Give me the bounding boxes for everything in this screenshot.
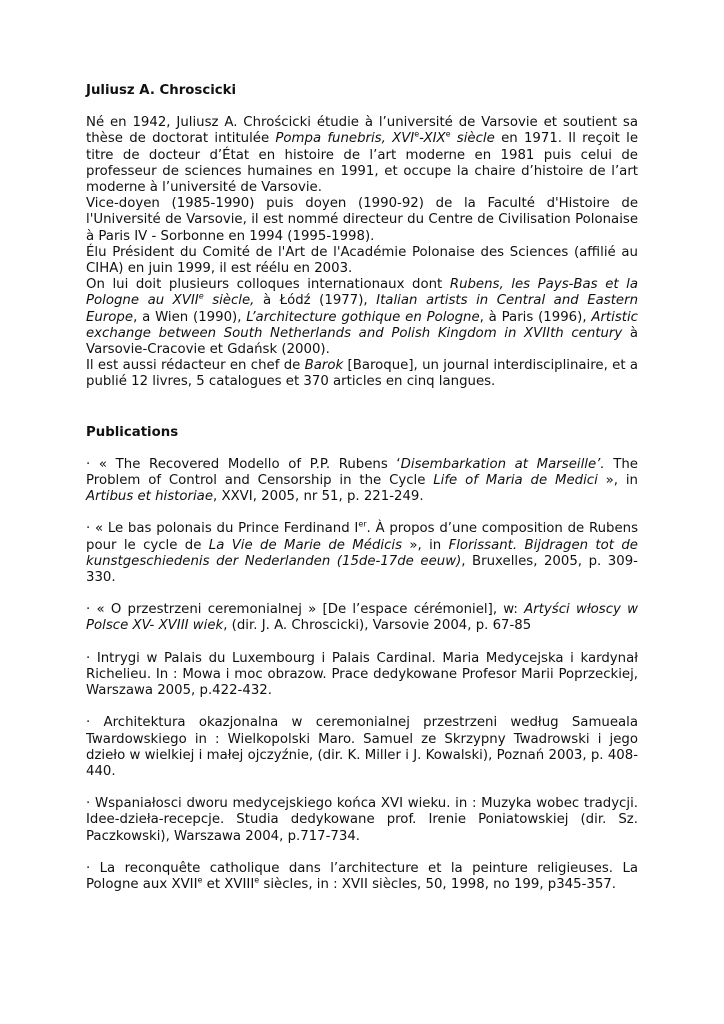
bio-text: , a Wien (1990), xyxy=(133,309,247,325)
bio-text: On lui doit plusieurs colloques internationaux dont xyxy=(86,277,450,293)
pub-text: », in xyxy=(402,537,449,553)
pub-text: · La reconquête catholique dans l’architecture et la peinture religieuses. La Pologne aux XVII xyxy=(86,860,638,892)
superscript: e xyxy=(414,129,420,139)
publication-item xyxy=(86,602,638,634)
bio-text: à Varsovie-Cracovie et Gdańsk (2000). xyxy=(86,325,639,358)
pub-text: siècles, in : XVII siècles, 50, 1998, no 199, p345-357. xyxy=(259,876,616,892)
pub-text: · « O przestrzeni ceremonialnej » [De l’espace cérémoniel], w: xyxy=(86,602,525,618)
publications-heading: Publications xyxy=(86,424,179,440)
bio-paragraph xyxy=(86,115,638,196)
title-italic: Disembarkation at Marseille’. xyxy=(400,456,605,472)
title-italic: Barok xyxy=(304,358,344,374)
superscript: e xyxy=(197,875,203,885)
superscript: e xyxy=(254,875,260,885)
superscript: e xyxy=(198,292,204,302)
title-italic: Rubens, les Pays-Bas et la Pologne au XVII xyxy=(86,277,639,309)
pub-text: et XVIII xyxy=(202,876,255,892)
title-italic: La Vie de Marie de Médicis xyxy=(208,537,403,553)
title-italic: siècle, xyxy=(203,293,255,309)
bio-text: [Baroque], un journal interdisciplinaire, et a publié 12 livres, 5 catalogues et 370 articles en cinq langues. xyxy=(86,358,638,390)
document-page xyxy=(86,83,638,893)
pub-text: , XXVI, 2005, nr 51, p. 221-249. xyxy=(213,489,424,505)
pub-text: . À propos d’une composition de Rubens pour le cycle de xyxy=(86,521,638,553)
title-italic: Artibus et historiae xyxy=(86,489,214,505)
publication-item xyxy=(86,861,638,893)
title-italic: Florissant. Bijdragen tot de kunstgeschiedenis der Nederlanden (15de-17de eeuw) xyxy=(86,537,638,569)
pub-text: », in xyxy=(597,473,638,489)
title-italic: -XIX xyxy=(419,131,446,147)
publication-item xyxy=(86,457,638,506)
bio-paragraph: Vice-doyen (1985-1990) puis doyen (1990-92) de la Faculté d'Histoire de l'Université de Varsovie, il est nommé directeur du Centre de Civilisation Polonaise à Paris IV - Sorbonne en 1994 (1995-1998). xyxy=(86,196,638,244)
title-italic: L’architecture gothique en Pologne xyxy=(246,309,480,325)
publication-item: · Wspaniałosci dworu medycejskiego końca XVI wieku. in : Muzyka wobec tradycji. Idee-dzieła-recepcje. Studia dedykowane prof. Irenie Poniatowskiej (dir. Sz. Paczkowski), Warszawa 2004, p.717-734. xyxy=(86,796,638,844)
pub-text: The Problem of Control and Censorship in the Cycle xyxy=(86,456,638,489)
publication-item: · Intrygi w Palais du Luxembourg i Palais Cardinal. Maria Medycejska i kardynał Richelieu. In : Mowa i moc obrazow. Prace dedykowane Profesor Marii Poprzeckiej, Warszawa 2005, p.422-432. xyxy=(86,650,638,699)
bio-text: en 1971. Il reçoit le titre de docteur d’État en histoire de l’art moderne en 1981 puis celui de professeur de sciences humaines en 1991, et occupe la chaire d’histoire de l’art moderne à l’université de Varsovie. xyxy=(86,131,639,196)
pub-text: · « Le bas polonais du Prince Ferdinand I xyxy=(86,521,359,537)
pub-text: · « The Recovered Modello of P.P. Rubens ‘ xyxy=(86,456,401,472)
title-italic: Life of Maria de Medici xyxy=(433,473,598,489)
bio-text: Né en 1942, Juliusz A. Chrościcki étudie à l’université de Varsovie et soutient sa thèse de doctorat intitulée xyxy=(86,115,638,147)
publication-item xyxy=(86,521,638,586)
title-italic: Italian artists in Central and Eastern Europe xyxy=(86,293,639,325)
author-heading: Juliusz A. Chroscicki xyxy=(86,83,237,98)
title-italic: siècle xyxy=(450,131,495,147)
bio-paragraph xyxy=(86,358,638,390)
pub-text: , Bruxelles, 2005, p. 309-330. xyxy=(86,553,638,586)
publication-item: · Architektura okazjonalna w ceremonialnej przestrzeni według Samueala Twardowskiego in : Wielkopolski Maro. Samuel ze Skrzypny Twadrowski i jego dzieło w wielkiej i małej ojczyźnie, (dir. K. Miller i J. Kowalski), Poznań 2003, p. 408-440. xyxy=(86,715,638,779)
publication-list xyxy=(86,457,638,893)
superscript: e xyxy=(445,129,451,139)
bio-paragraph xyxy=(86,277,638,358)
biography xyxy=(86,115,638,390)
superscript: er xyxy=(358,520,367,530)
title-italic: Artyści włoscy w Polsce XV- XVIII wiek xyxy=(86,602,638,634)
pub-text: , (dir. J. A. Chroscicki), Varsovie 2004, p. 67-85 xyxy=(223,618,532,634)
bio-paragraph: Élu Président du Comité de l'Art de l'Académie Polonaise des Sciences (affilié au CIHA) en juin 1999, il est réélu en 2003. xyxy=(86,244,638,277)
title-italic: Artistic exchange between South Netherlands and Polish Kingdom in XVIIth century xyxy=(86,309,638,341)
title-italic: Pompa funebris, XVI xyxy=(275,131,415,147)
bio-text: , à Paris (1996), xyxy=(479,309,592,325)
bio-text: à Łódź (1977), xyxy=(254,293,377,309)
bio-text: Il est aussi rédacteur en chef de xyxy=(86,358,305,374)
